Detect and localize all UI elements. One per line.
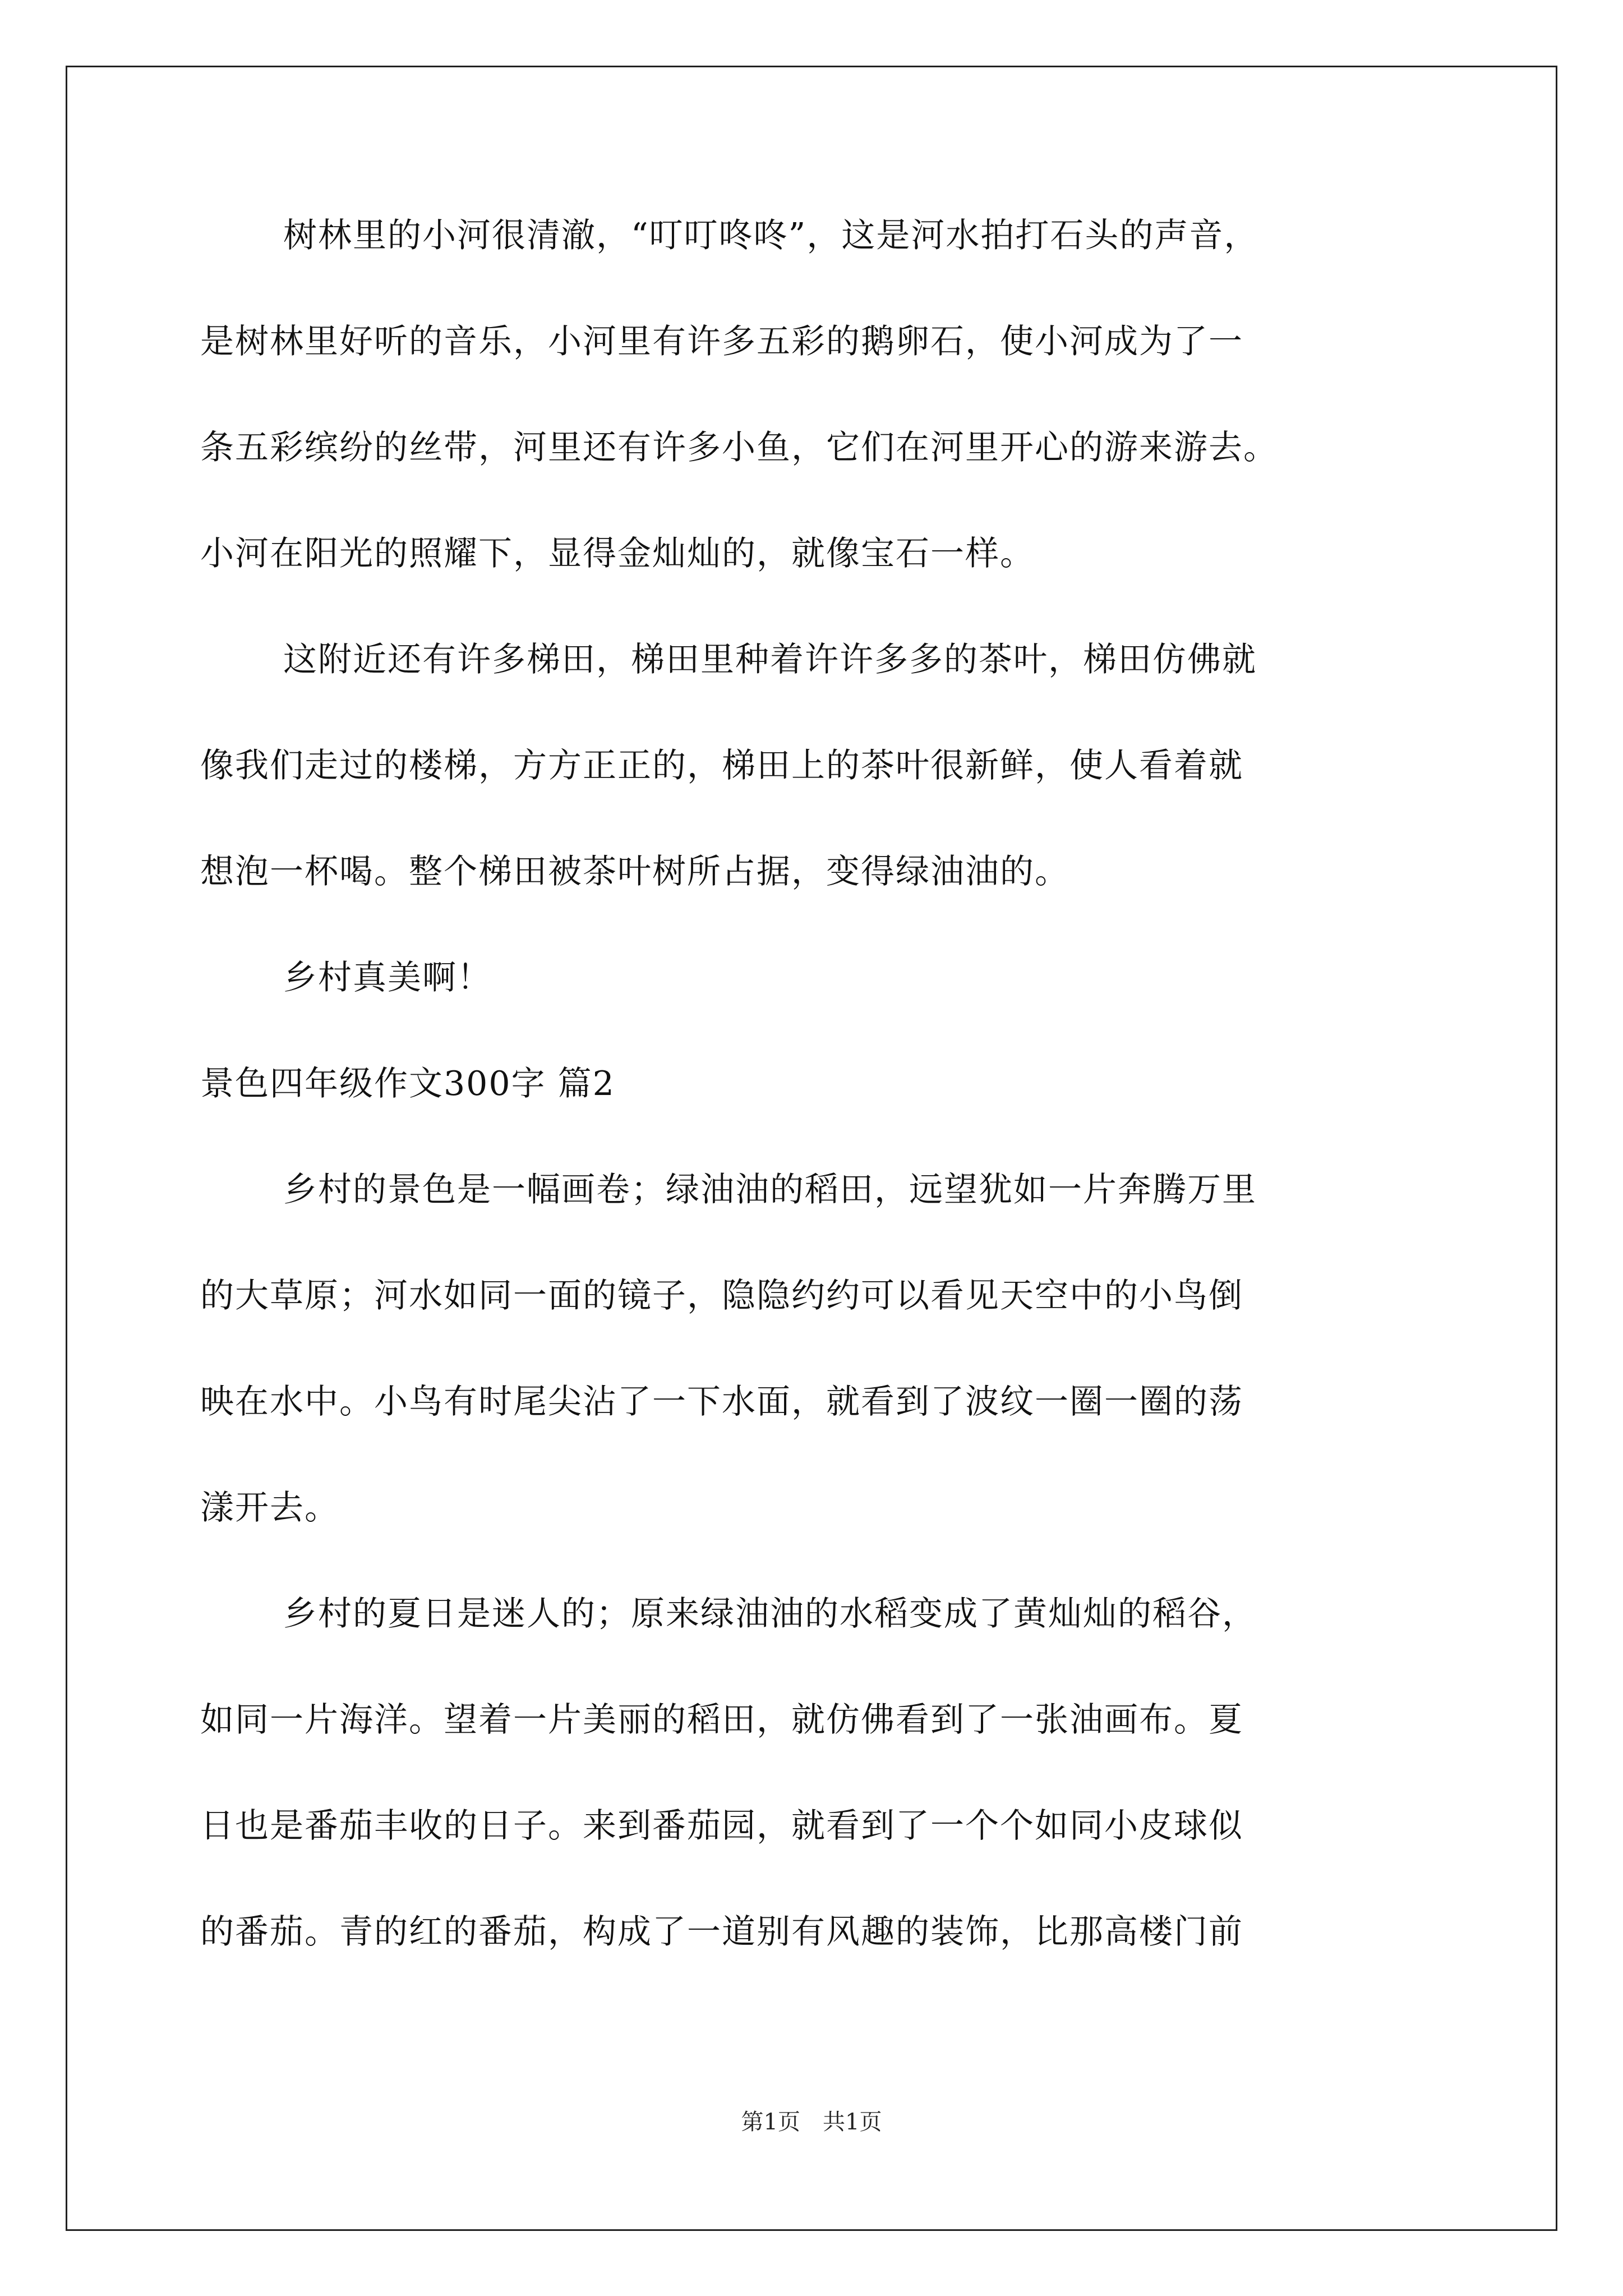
page-border — [66, 66, 1557, 2231]
paragraph-2-line-2: 像我们走过的楼梯，方方正正的，梯田上的茶叶很新鲜，使人看着就 — [200, 746, 1243, 785]
paragraph-5-line-2: 如同一片海洋。望着一片美丽的稻田，就仿佛看到了一张油画布。夏 — [200, 1700, 1243, 1740]
paragraph-4-line-1: 乡村的景色是一幅画卷；绿油油的稻田，远望犹如一片奔腾万里 — [283, 1170, 1257, 1209]
paragraph-4-line-3: 映在水中。小鸟有时尾尖沾了一下水面，就看到了波纹一圈一圈的荡 — [200, 1382, 1243, 1421]
page-number-current: 第1页 — [741, 2109, 800, 2135]
paragraph-1-line-2: 是树林里好听的音乐，小河里有许多五彩的鹅卵石，使小河成为了一 — [200, 322, 1243, 361]
section-heading: 景色四年级作文300字 篇2 — [200, 1064, 615, 1103]
paragraph-2-line-3: 想泡一杯喝。整个梯田被茶叶树所占据，变得绿油油的。 — [200, 852, 1069, 891]
paragraph-4-line-4: 漾开去。 — [200, 1488, 339, 1527]
paragraph-1-line-3: 条五彩缤纷的丝带，河里还有许多小鱼，它们在河里开心的游来游去。 — [200, 428, 1278, 467]
paragraph-3-line-1: 乡村真美啊！ — [283, 958, 492, 997]
paragraph-5-line-3: 日也是番茄丰收的日子。来到番茄园，就看到了一个个如同小皮球似 — [200, 1806, 1243, 1846]
paragraph-1-line-4: 小河在阳光的照耀下，显得金灿灿的，就像宝石一样。 — [200, 534, 1035, 573]
paragraph-1-line-1: 树林里的小河很清澈，“叮叮咚咚”，这是河水拍打石头的声音， — [283, 216, 1259, 255]
paragraph-5-line-4: 的番茄。青的红的番茄，构成了一道别有风趣的装饰，比那高楼门前 — [200, 1912, 1243, 1952]
paragraph-4-line-2: 的大草原；河水如同一面的镜子，隐隐约约可以看见天空中的小鸟倒 — [200, 1276, 1243, 1315]
paragraph-2-line-1: 这附近还有许多梯田，梯田里种着许许多多的茶叶，梯田仿佛就 — [283, 640, 1257, 679]
page-number-total: 共1页 — [823, 2109, 882, 2135]
paragraph-5-line-1: 乡村的夏日是迷人的；原来绿油油的水稻变成了黄灿灿的稻谷， — [283, 1594, 1257, 1634]
page-footer — [0, 2108, 1623, 2136]
